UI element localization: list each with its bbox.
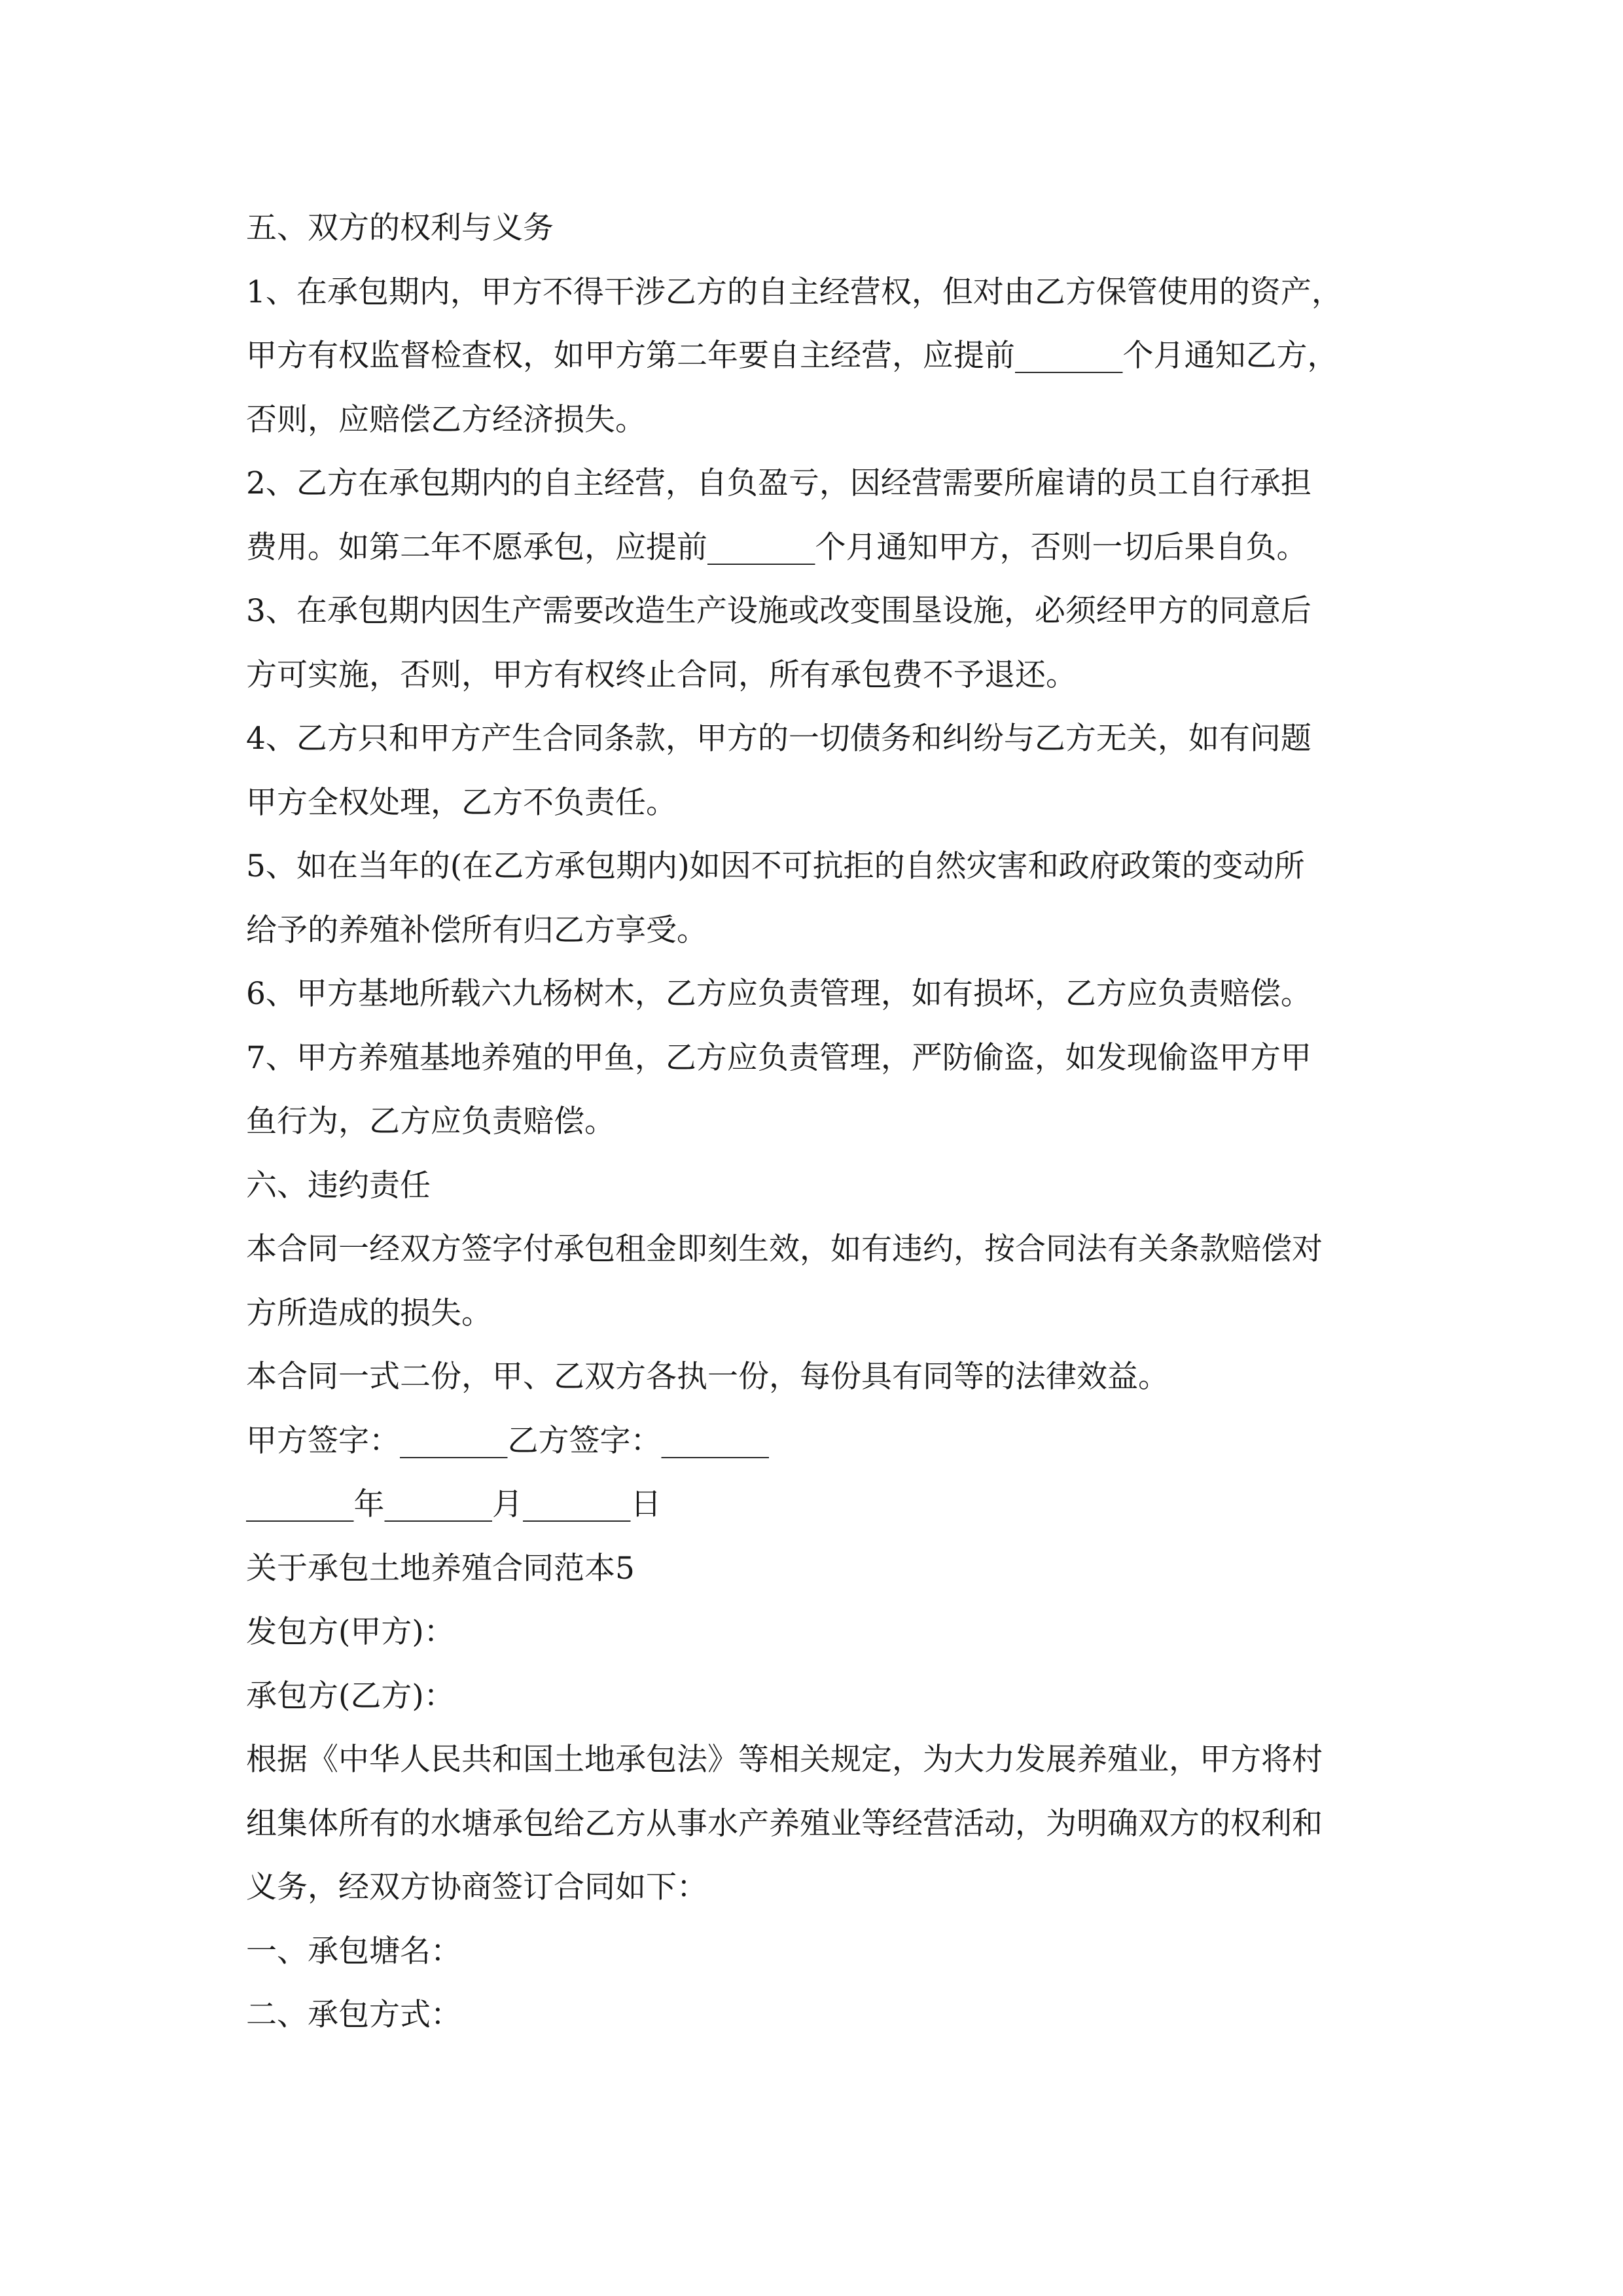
clause-3-line-2: 方可实施，否则，甲方有权终止合同，所有承包费不予退还。: [246, 656, 1077, 693]
clause-2-line-2: 费用。如第二年不愿承包，应提前_______个月通知甲方，否则一切后果自负。: [246, 529, 1308, 565]
party-b-label: 承包方(乙方)：: [246, 1677, 455, 1714]
clause-4-line-1: 4、乙方只和甲方产生合同条款，甲方的一切债务和纠纷与乙方无关，如有问题: [246, 721, 1311, 757]
section-heading-rights-obligations: 五、双方的权利与义务: [246, 210, 554, 246]
breach-paragraph-line-2: 方所造成的损失。: [246, 1295, 492, 1331]
clause-7-line-1: 7、甲方养殖基地养殖的甲鱼，乙方应负责管理，严防偷盗，如发现偷盗甲方甲: [246, 1039, 1311, 1076]
clause-5-line-1: 5、如在当年的(在乙方承包期内)如因不可抗拒的自然灾害和政府政策的变动所: [246, 848, 1305, 884]
preamble-line-3: 义务，经双方协商签订合同如下：: [246, 1869, 707, 1905]
section-contract-method: 二、承包方式：: [246, 1997, 461, 2033]
section-heading-breach-liability: 六、违约责任: [246, 1167, 431, 1204]
clause-5-line-2: 给予的养殖补偿所有归乙方享受。: [246, 912, 707, 948]
document-page: [246, 196, 1385, 2047]
clause-2-line-1: 2、乙方在承包期内的自主经营，自负盈亏，因经营需要所雇请的员工自行承担: [246, 465, 1311, 501]
clause-1-line-1: 1、在承包期内，甲方不得干涉乙方的自主经营权，但对由乙方保管使用的资产，: [246, 274, 1342, 310]
clause-1-line-3: 否则，应赔偿乙方经济损失。: [246, 401, 646, 438]
clause-6-line-1: 6、甲方基地所载六九杨树木，乙方应负责管理，如有损坏，乙方应负责赔偿。: [246, 976, 1311, 1012]
clause-4-line-2: 甲方全权处理，乙方不负责任。: [246, 784, 677, 821]
preamble-line-1: 根据《中华人民共和国土地承包法》等相关规定，为大力发展养殖业，甲方将村: [246, 1742, 1323, 1778]
copies-paragraph: 本合同一式二份，甲、乙双方各执一份，每份具有同等的法律效益。: [246, 1359, 1169, 1395]
signature-line: 甲方签字：_______乙方签字：_______: [246, 1422, 769, 1459]
preamble-line-2: 组集体所有的水塘承包给乙方从事水产养殖业等经营活动，为明确双方的权利和: [246, 1805, 1323, 1842]
section-pond-name: 一、承包塘名：: [246, 1933, 461, 1969]
party-a-label: 发包方(甲方)：: [246, 1614, 455, 1650]
contract-template-title: 关于承包土地养殖合同范本5: [246, 1550, 635, 1587]
clause-1-line-2: 甲方有权监督检查权，如甲方第二年要自主经营，应提前_______个月通知乙方，: [246, 338, 1338, 374]
clause-3-line-1: 3、在承包期内因生产需要改造生产设施或改变围垦设施，必须经甲方的同意后: [246, 593, 1311, 629]
date-line: _______年_______月_______日: [246, 1486, 662, 1522]
breach-paragraph-line-1: 本合同一经双方签字付承包租金即刻生效，如有违约，按合同法有关条款赔偿对: [246, 1231, 1323, 1267]
clause-7-line-2: 鱼行为，乙方应负责赔偿。: [246, 1103, 615, 1139]
